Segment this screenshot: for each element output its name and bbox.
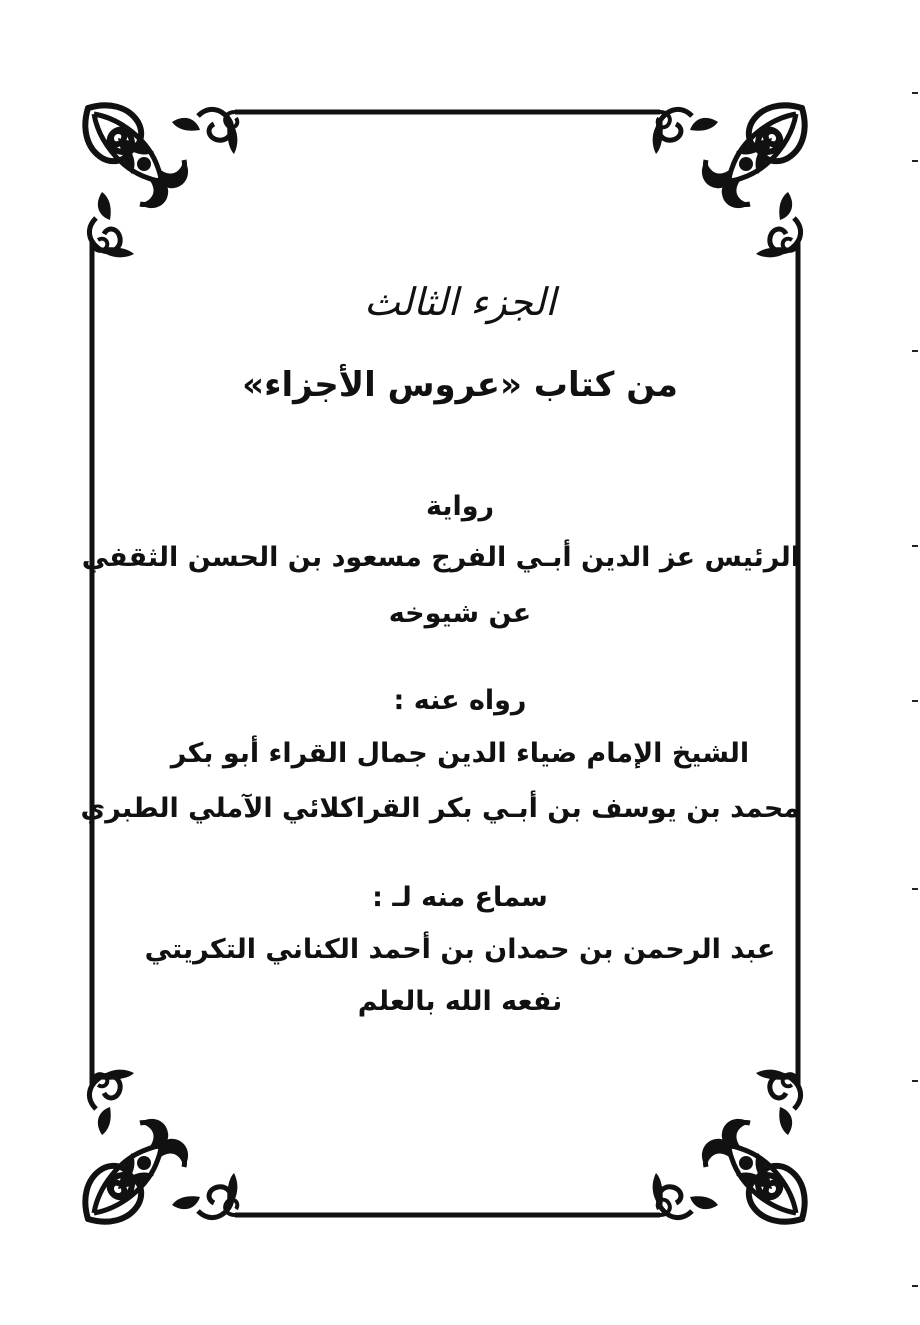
- rawahu-label: رواه عنه :: [393, 685, 527, 716]
- corner-ornament-top-left: [85, 105, 237, 257]
- book-title: من كتاب «عروس الأجزاء»: [242, 365, 678, 405]
- corner-ornament-bottom-left: [85, 1070, 237, 1222]
- corner-ornament-bottom-right: [653, 1070, 805, 1222]
- edge-mark: [912, 700, 918, 702]
- transmitter-line-2: محمد بن يوسف بن أبـي بكر القراكلائي الآملي الطبري: [80, 793, 800, 824]
- edge-mark: [912, 1285, 918, 1287]
- samaa-label: سماع منه لـ :: [372, 882, 548, 913]
- listener-line-1: عبد الرحمن بن حمدان بن أحمد الكناني التكريتي: [144, 934, 776, 965]
- riwaya-label: رواية: [425, 491, 495, 522]
- edge-mark: [912, 92, 918, 94]
- edge-mark: [912, 160, 918, 162]
- edge-mark: [912, 1080, 918, 1082]
- listener-line-2: نفعه الله بالعلم: [357, 986, 563, 1017]
- corner-ornament-top-right: [653, 105, 805, 257]
- transmitter-line-1: الشيخ الإمام ضياء الدين جمال القراء أبو بكر: [170, 738, 750, 769]
- edge-mark: [912, 888, 918, 890]
- narrator-line-1: الرئيس عز الدين أبـي الفرج مسعود بن الحسن الثقفي: [81, 542, 800, 573]
- edge-mark: [912, 545, 918, 547]
- edge-mark: [912, 350, 918, 352]
- part-title: الجزء الثالث: [364, 280, 556, 324]
- narrator-line-2: عن شيوخه: [388, 598, 532, 629]
